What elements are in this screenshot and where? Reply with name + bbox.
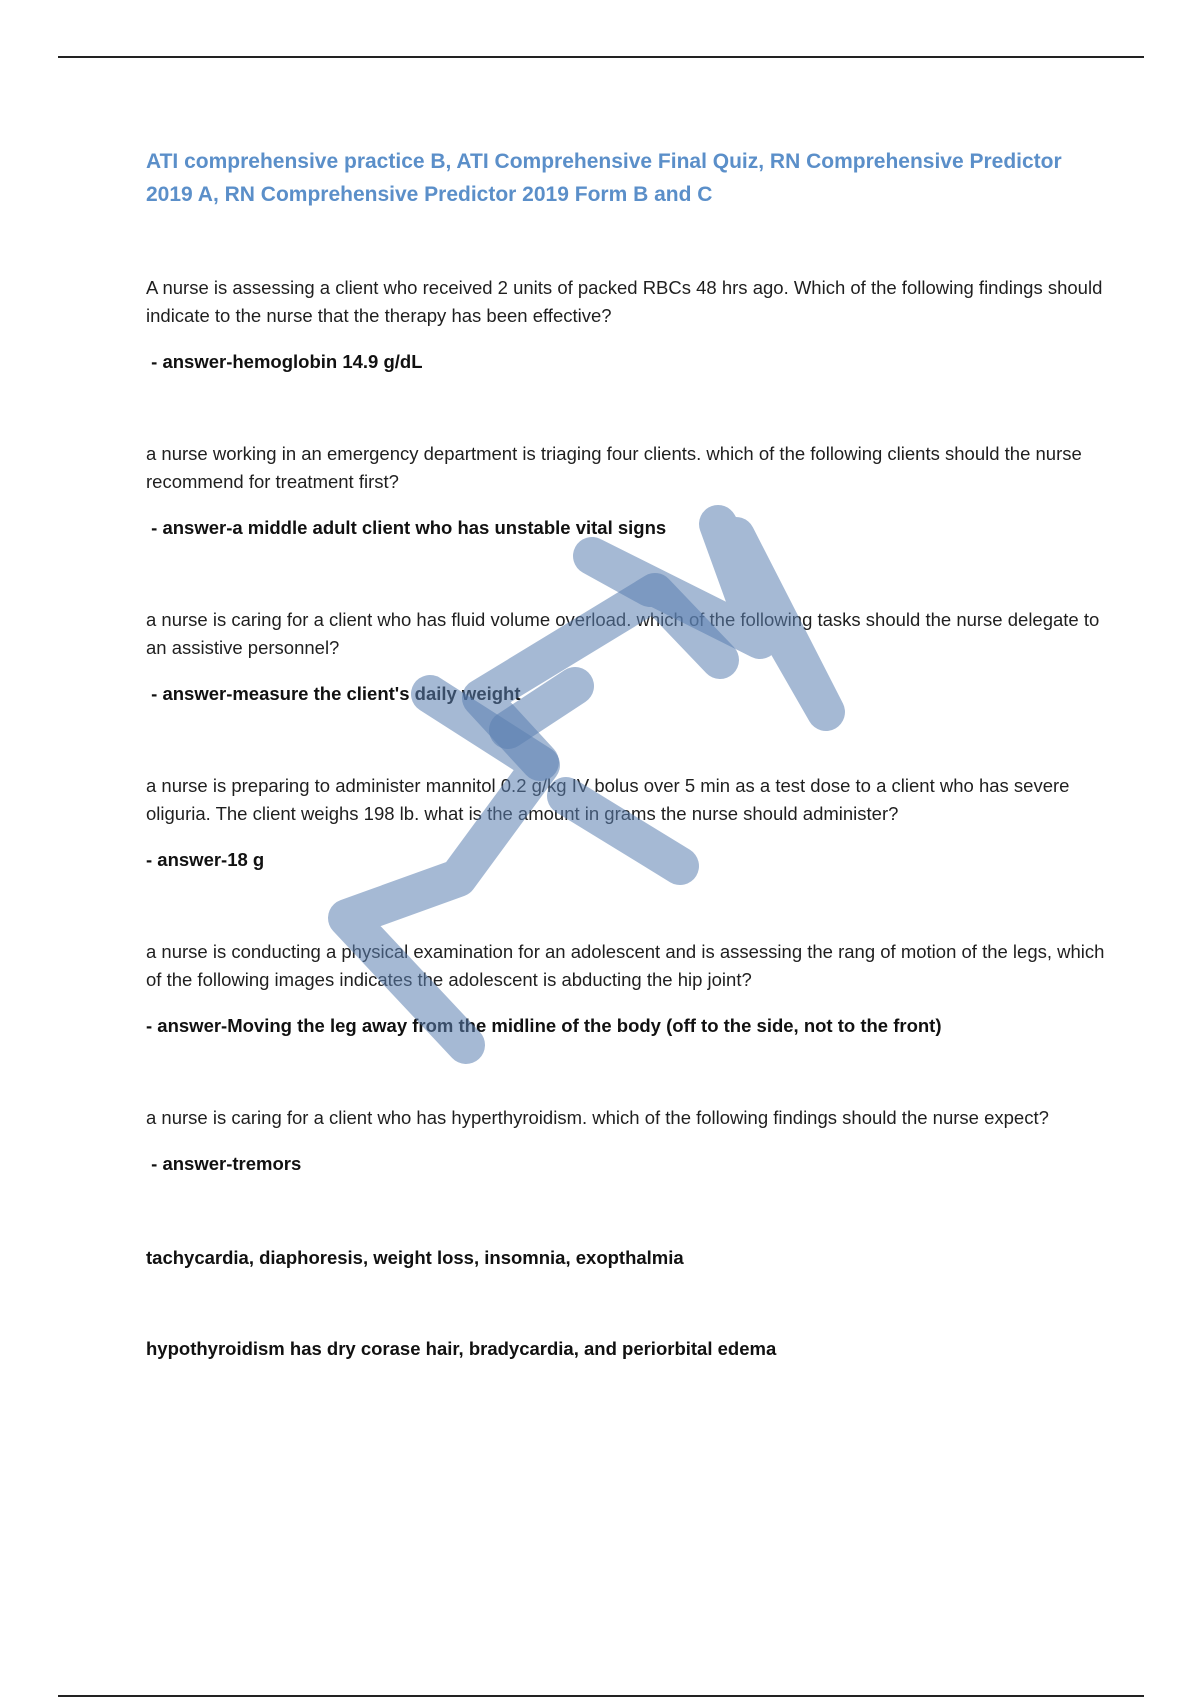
answer-text: - answer-a middle adult client who has unstable vital signs [146, 517, 667, 538]
question-block-6 [146, 1104, 1106, 1177]
answer-text: - answer-hemoglobin 14.9 g/dL [146, 351, 423, 372]
document-title: ATI comprehensive practice B, ATI Comprehensive Final Quiz, RN Comprehensive Predictor 2019 A, RN Comprehensive Predictor 2019 Form B and C [146, 150, 1062, 206]
question-block-5 [146, 938, 1106, 1039]
question-text: a nurse is caring for a client who has hyperthyroidism. which of the following findings should the nurse expect? [146, 1107, 1049, 1128]
bottom-rule [58, 1695, 1144, 1697]
question-block-1 [146, 274, 1106, 375]
answer-text: - answer-tremors [146, 1153, 302, 1174]
note-hypothyroidism: hypothyroidism has dry corase hair, bradycardia, and periorbital edema [146, 1338, 777, 1359]
question-text: a nurse is preparing to administer mannitol 0.2 g/kg IV bolus over 5 min as a test dose to a client who has severe oliguria. The client weighs 198 lb. what is the amount in grams the nurse should administer? [146, 775, 1070, 824]
question-text: a nurse working in an emergency department is triaging four clients. which of the following clients should the nurse recommend for treatment first? [146, 443, 1082, 492]
question-block-3 [146, 606, 1106, 707]
note-hyperthyroidism: tachycardia, diaphoresis, weight loss, insomnia, exopthalmia [146, 1247, 684, 1268]
question-text: a nurse is conducting a physical examination for an adolescent and is assessing the rang of motion of the legs, which of the following images indicates the adolescent is abducting the hip joint? [146, 941, 1105, 990]
question-block-2 [146, 440, 1106, 541]
question-block-4 [146, 772, 1106, 873]
top-rule [58, 56, 1144, 58]
question-text: A nurse is assessing a client who received 2 units of packed RBCs 48 hrs ago. Which of the following findings should indicate to the nurse that the therapy has been effective? [146, 277, 1103, 326]
answer-text: - answer-18 g [146, 849, 265, 870]
answer-text: - answer-Moving the leg away from the midline of the body (off to the side, not to the front) [146, 1015, 942, 1036]
document-body [146, 145, 1106, 1362]
answer-text: - answer-measure the client's daily weight [146, 683, 521, 704]
question-text: a nurse is caring for a client who has fluid volume overload. which of the following tasks should the nurse delegate to an assistive personnel? [146, 609, 1100, 658]
